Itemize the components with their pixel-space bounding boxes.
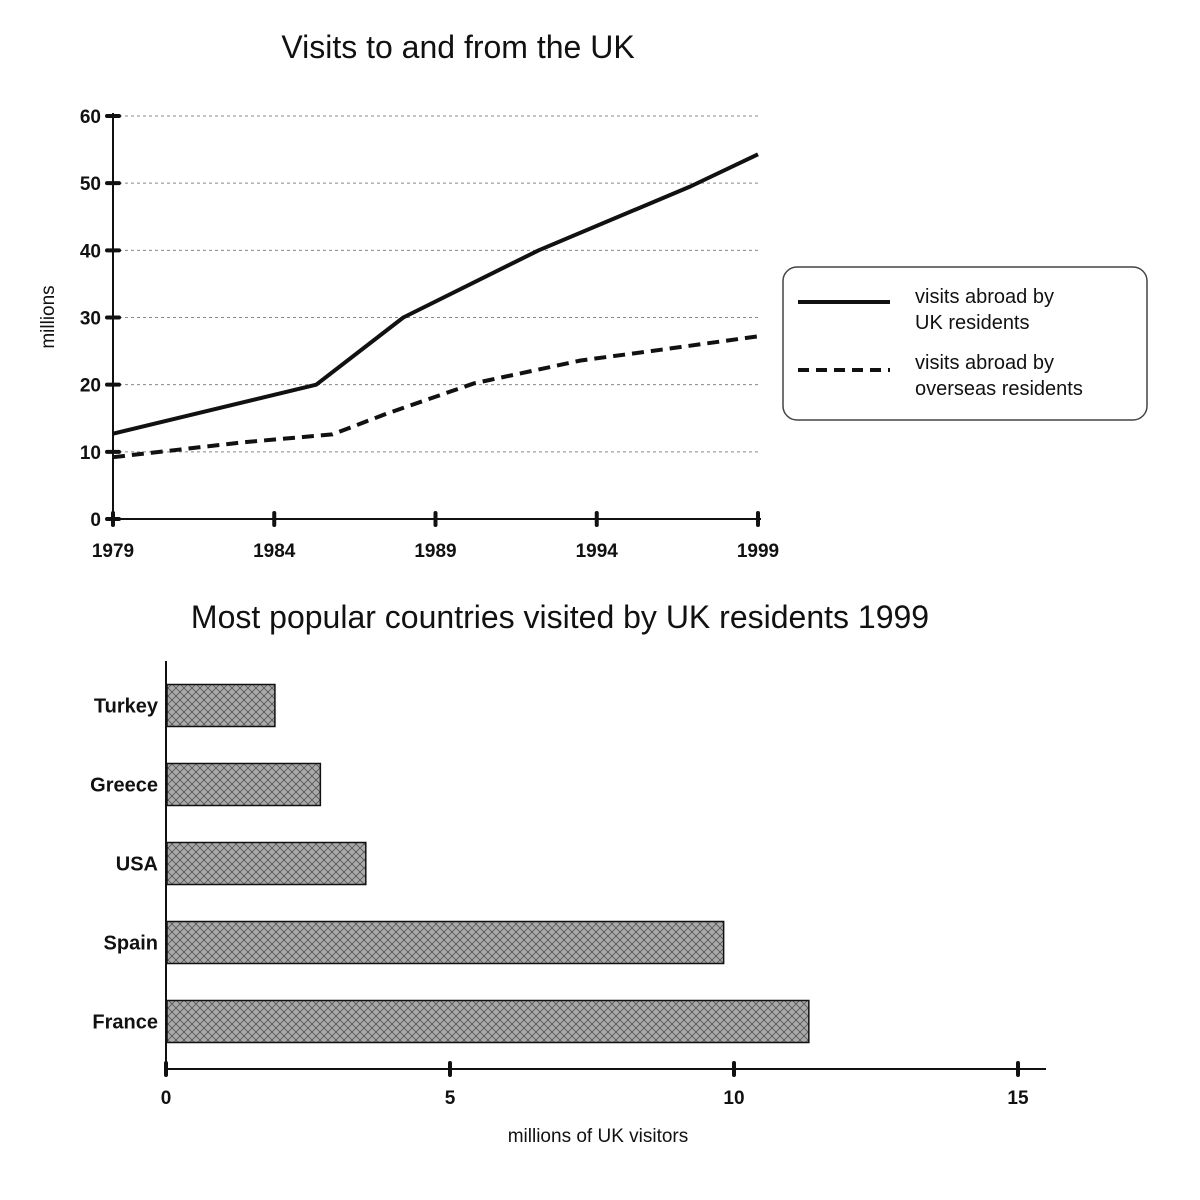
bar-x-tick-label: 10	[723, 1088, 745, 1109]
bar-chart	[90, 599, 1046, 1147]
line-chart-series	[113, 154, 758, 457]
line-chart	[38, 29, 1147, 562]
legend-series-overseas-line-1: visits abroad by	[915, 352, 1054, 374]
legend	[783, 267, 1147, 420]
bar-turkey	[167, 685, 275, 727]
category-label: Turkey	[93, 695, 158, 718]
y-tick-label: 40	[79, 241, 101, 263]
category-label: Spain	[103, 932, 158, 955]
series-line-uk-residents	[113, 154, 758, 433]
bar-chart-title: Most popular countries visited by UK residents 1999	[190, 599, 930, 635]
bar-chart-bars	[167, 685, 809, 1043]
y-tick-label: 50	[79, 174, 101, 196]
bar-x-tick-label: 0	[160, 1088, 172, 1109]
bar-x-tick-label: 15	[1007, 1088, 1029, 1109]
x-tick-label: 1999	[736, 541, 780, 562]
legend-series-uk-line-1: visits abroad by	[915, 286, 1054, 308]
y-tick-label: 30	[79, 308, 101, 330]
bar-spain	[167, 922, 724, 964]
y-tick-label: 0	[90, 510, 101, 531]
x-tick-label: 1984	[253, 541, 296, 562]
legend-series-overseas-line-2: overseas residents	[915, 378, 1083, 400]
line-chart-gridlines	[113, 116, 761, 452]
x-tick-label: 1989	[414, 541, 457, 562]
bar-usa	[167, 843, 366, 885]
bar-france	[167, 1001, 809, 1043]
category-label: USA	[115, 853, 158, 876]
bar-chart-category-labels	[90, 696, 159, 1034]
bar-chart-x-axis-label: millions of UK visitors	[507, 1126, 689, 1147]
line-chart-y-axis-label: millions	[38, 285, 59, 349]
bar-x-tick-label: 5	[444, 1088, 456, 1109]
category-label: France	[92, 1011, 158, 1034]
line-chart-title: Visits to and from the UK	[281, 29, 635, 65]
y-tick-label: 60	[79, 107, 101, 128]
y-tick-label: 10	[79, 442, 101, 464]
series-line-overseas-residents	[113, 336, 758, 457]
x-tick-label: 1979	[91, 541, 135, 562]
y-tick-label: 20	[79, 375, 101, 397]
legend-series-uk-line-2: UK residents	[915, 312, 1030, 334]
bar-greece	[167, 764, 320, 806]
category-label: Greece	[90, 774, 158, 797]
line-chart-x-ticks	[92, 513, 779, 562]
x-tick-label: 1994	[575, 541, 618, 562]
